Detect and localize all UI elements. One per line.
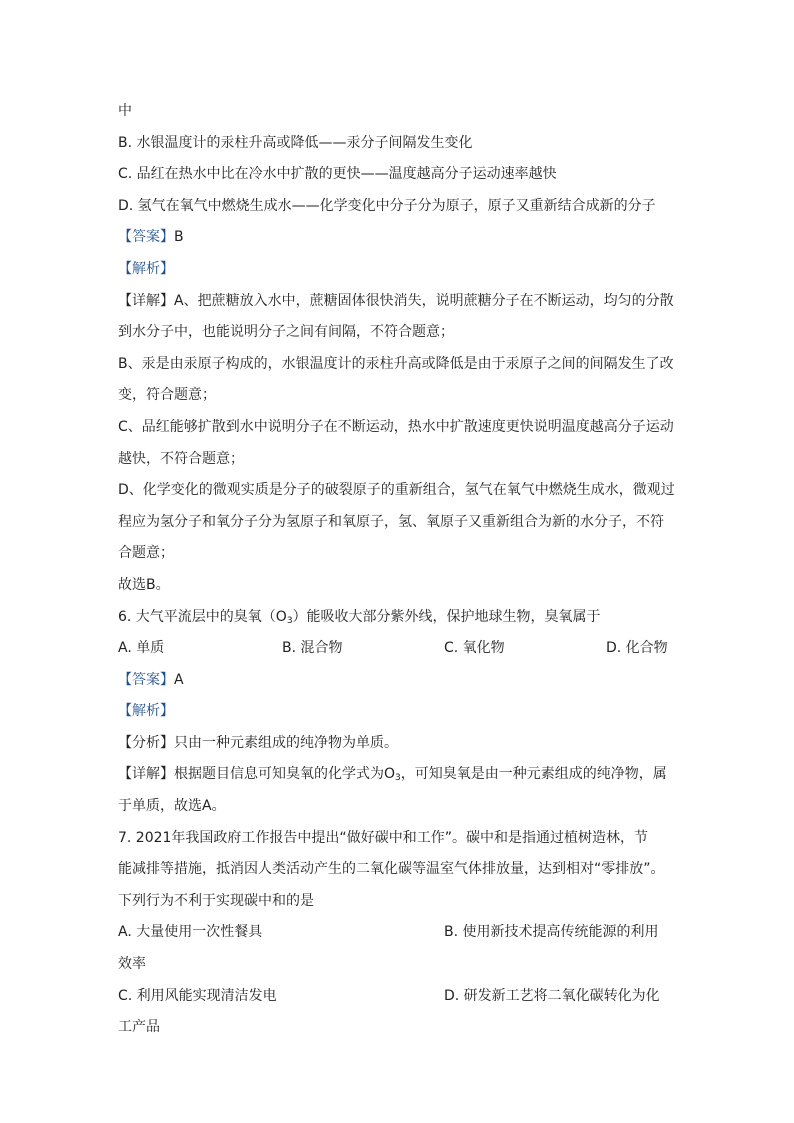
answer-value: A: [174, 671, 184, 688]
q6-detail-post: ，可知臭氧是由一种元素组成的纯净物，属: [400, 766, 667, 783]
q7-option-b: B. 使用新技术提高传统能源的利用: [444, 924, 659, 941]
q5-option-c: C. 品红在热水中比在冷水中扩散的更快——温度越高分子运动速率越快: [118, 166, 557, 183]
q6-option-a: A. 单质: [118, 640, 165, 657]
question-5-continued-line: 中: [118, 103, 132, 119]
q6-options-row: [118, 633, 684, 665]
q6-detail-pre: 根据题目信息可知臭氧的化学式为O: [174, 766, 396, 783]
q6-analyze-line: [118, 728, 684, 760]
q6-option-d: D. 化合物: [606, 640, 668, 657]
q6-detail-line-1: [118, 759, 684, 791]
question-6-stem: [118, 602, 684, 634]
detail-tag: 【详解】: [118, 766, 174, 783]
q5-detail-line-5: C、品红能够扩散到水中说明分子在不断运动，热水中扩散速度更快说明温度越高分子运动: [118, 418, 674, 435]
q6-option-c: C. 氧化物: [444, 640, 505, 657]
q5-answer: [118, 222, 684, 254]
detail-text: A、把蔗糖放入水中，蔗糖固体很快消失，说明蔗糖分子在不断运动，均匀的分散: [174, 292, 674, 309]
q7-option-d-continued: 工产品: [118, 1019, 160, 1036]
q5-detail-line-8: 程应为氢分子和氧分子分为氢原子和氧原子，氢、氧原子又重新组合为新的水分子，不符: [118, 513, 664, 530]
q7-options-row-1: [118, 917, 684, 949]
q6-stem-pre: 6. 大气平流层中的臭氧（O: [118, 608, 287, 625]
q7-option-a: A. 大量使用一次性餐具: [118, 924, 263, 941]
q5-detail-line-7: D、化学变化的微观实质是分子的破裂原子的重新组合，氢气在氧气中燃烧生成水，微观过: [118, 482, 675, 499]
document-page: [118, 96, 684, 1044]
answer-tag: 【答案】: [118, 671, 174, 688]
q6-detail-subscript: 3: [395, 773, 401, 784]
question-7-stem-line-3: 下列行为不利于实现碳中和的是: [118, 892, 314, 909]
q5-detail-line-3: B、汞是由汞原子构成的，水银温度计的汞柱升高或降低是由于汞原子之间的间隔发生了改: [118, 355, 674, 372]
answer-tag: 【答案】: [118, 229, 174, 246]
q6-detail-line-2: 于单质，故选A。: [118, 798, 226, 815]
answer-value: B: [174, 229, 184, 246]
q6-option-b: B. 混合物: [282, 640, 343, 657]
q5-analysis-heading: [118, 254, 684, 286]
analysis-tag: 【解析】: [118, 260, 174, 277]
q7-option-d: D. 研发新工艺将二氧化碳转化为化: [444, 987, 660, 1004]
q5-conclusion: 故选B。: [118, 576, 170, 593]
q5-option-b: B. 水银温度计的汞柱升高或降低——汞分子间隔发生变化: [118, 134, 473, 151]
q6-analysis-heading: [118, 696, 684, 728]
q7-option-b-continued: 效率: [118, 956, 146, 973]
q6-stem-post: ）能吸收大部分紫外线，保护地球生物，臭氧属于: [292, 608, 601, 625]
q5-detail-line-4: 变，符合题意；: [118, 387, 216, 404]
q7-option-c: C. 利用风能实现清洁发电: [118, 987, 277, 1004]
q5-option-d: D. 氢气在氧气中燃烧生成水——化学变化中分子分为原子，原子又重新结合成新的分子: [118, 197, 656, 214]
analyze-text: 只由一种元素组成的纯净物为单质。: [174, 734, 398, 751]
analyze-tag: 【分析】: [118, 734, 174, 751]
q7-options-row-2: [118, 981, 684, 1013]
q6-stem-subscript: 3: [286, 615, 293, 626]
q5-detail-line-9: 合题意；: [118, 545, 174, 562]
q6-answer: [118, 665, 684, 697]
question-7-stem-line-2: 能减排等措施，抵消因人类活动产生的二氧化碳等温室气体排放量，达到相对“零排放”。: [118, 861, 665, 878]
q5-detail-line-2: 到水分子中，也能说明分子之间有间隔，不符合题意；: [118, 324, 454, 341]
analysis-tag: 【解析】: [118, 703, 174, 720]
q5-detail-line-1: [118, 286, 684, 318]
q5-detail-line-6: 越快，不符合题意；: [118, 450, 244, 467]
question-7-stem-line-1: 7. 2021年我国政府工作报告中提出“做好碳中和工作”。碳中和是指通过植树造林，节: [118, 829, 648, 846]
detail-tag: 【详解】: [118, 292, 174, 309]
